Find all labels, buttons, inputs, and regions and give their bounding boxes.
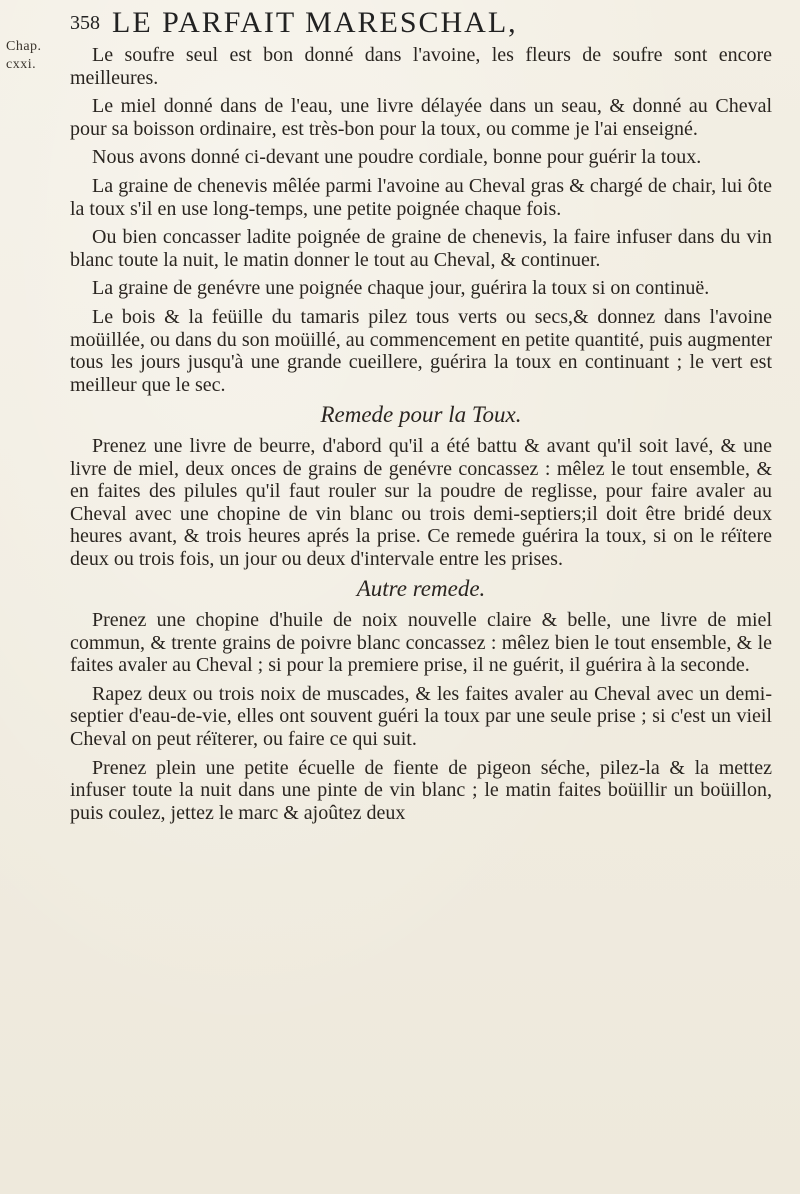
page-header [70, 6, 770, 40]
running-title: LE PARFAIT MARESCHAL, [112, 6, 518, 39]
paragraph: Prenez plein une petite écuelle de fiente de pigeon séche, pilez-la & la mettez infuser toute la nuit dans une pinte de vin blanc ; le matin faites boüillir un boüillon, puis coulez, jettez le marc & ajoûtez deux [70, 756, 772, 824]
paragraph: Le miel donné dans de l'eau, une livre délayée dans un seau, & donné au Cheval pour sa boisson ordinaire, est très-bon pour la toux, ou comme je l'ai enseigné. [70, 95, 772, 140]
paragraph: Prenez une livre de beurre, d'abord qu'il a été battu & avant qu'il soit lavé, & une livre de miel, deux onces de grains de genévre concassez : mêlez le tout ensemble, & en faites des pilules qu'il faut rouler sur la poudre de reglisse, pour faire avaler au Cheval avec une chopine de vin blanc ou trois demi-septiers;il doit être bridé deux heures avant, & trois heures aprés la prise. Ce remede guérira la toux, si on le réïtere deux ou trois fois, un jour ou deux d'intervale entre les prises. [70, 434, 772, 570]
chapter-margin-note [6, 38, 56, 73]
paragraph: Le soufre seul est bon donné dans l'avoine, les fleurs de soufre sont encore meilleures. [70, 44, 772, 89]
page-body [70, 44, 772, 830]
paragraph: La graine de genévre une poignée chaque jour, guérira la toux si on continuë. [92, 277, 710, 300]
chapter-label: Chap. [6, 39, 42, 54]
paragraph: Ou bien concasser ladite poignée de graine de chenevis, la faire infuser dans du vin blanc toute la nuit, le matin donner le tout au Cheval, & continuer. [70, 226, 772, 271]
paragraph: La graine de chenevis mêlée parmi l'avoine au Cheval gras & chargé de chair, lui ôte la toux s'il en use long-temps, une petite poignée chaque fois. [70, 174, 772, 220]
paragraph: Rapez deux ou trois noix de muscades, & les faites avaler au Cheval avec un demi-septier d'eau-de-vie, elles ont souvent guéri la toux par une seule prise ; si c'est un vieil Cheval on peut réïterer, ou faire ce qui suit. [70, 682, 772, 751]
page-number: 358 [70, 12, 100, 34]
paragraph: Nous avons donné ci-devant une poudre cordiale, bonne pour guérir la toux. [92, 146, 702, 169]
paragraph: Prenez une chopine d'huile de noix nouvelle claire & belle, une livre de miel commun, & trente grains de poivre blanc concassez : mêlez bien le tout ensemble, & le faites avaler au Cheval ; si pour la premiere prise, il ne guérit, il guérira à la seconde. [70, 609, 772, 677]
paragraph: Le bois & la feüille du tamaris pilez tous verts ou secs,& donnez dans l'avoine moüillée, ou dans du son moüillé, au commencement en petite quantité, puis augmenter tous les jours jusqu'à une grande cueillere, guérira la toux en continuant ; le vert est meilleur que le sec. [70, 305, 772, 396]
section-heading: Autre remede. [356, 576, 486, 602]
chapter-number: cxxi. [6, 56, 37, 72]
section-heading: Remede pour la Toux. [320, 402, 522, 428]
